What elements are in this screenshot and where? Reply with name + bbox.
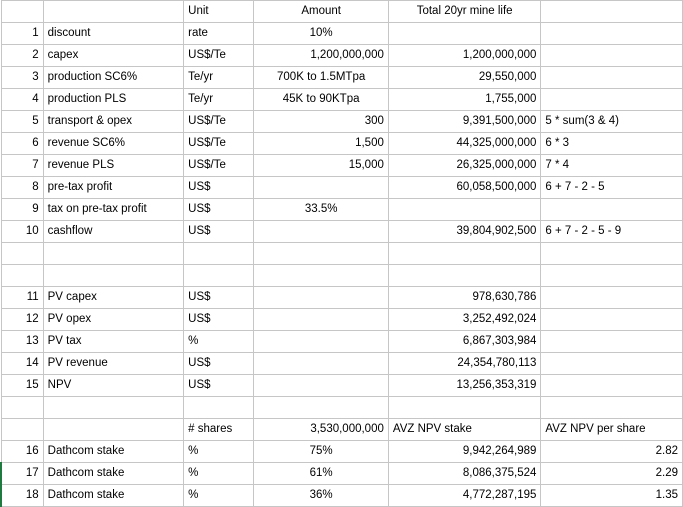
table-row[interactable] (1, 441, 683, 463)
table-row[interactable] (1, 199, 683, 221)
row-unit-cell[interactable]: US$ (184, 353, 254, 375)
row-total-cell[interactable]: 1,755,000 (388, 89, 541, 111)
row-unit-cell[interactable]: US$ (184, 221, 254, 243)
row-unit-cell[interactable]: Te/yr (184, 89, 254, 111)
row-label-cell[interactable]: PV opex (43, 309, 184, 331)
row-note-cell[interactable] (541, 265, 683, 287)
table-row[interactable] (1, 155, 683, 177)
row-number-cell[interactable]: 16 (1, 441, 43, 463)
row-total-cell[interactable]: 26,325,000,000 (388, 155, 541, 177)
spreadsheet-body (1, 1, 683, 507)
row-amount-cell[interactable] (254, 287, 388, 309)
row-total-cell[interactable]: 978,630,786 (388, 287, 541, 309)
row-unit-cell[interactable]: rate (184, 23, 254, 45)
row-unit-cell[interactable]: US$ (184, 177, 254, 199)
table-row[interactable] (1, 111, 683, 133)
row-total-cell[interactable] (388, 397, 541, 419)
row-total-cell[interactable]: 1,200,000,000 (388, 45, 541, 67)
table-row[interactable] (1, 221, 683, 243)
row-amount-cell[interactable] (254, 353, 388, 375)
table-header-row (1, 1, 683, 23)
row-total-cell[interactable]: 24,354,780,113 (388, 353, 541, 375)
row-total-cell[interactable]: 39,804,902,500 (388, 221, 541, 243)
row-unit-cell[interactable]: US$ (184, 375, 254, 397)
row-number-cell[interactable]: 1 (1, 23, 43, 45)
row-unit-cell[interactable]: US$ (184, 309, 254, 331)
row-label-cell[interactable]: production SC6% (43, 67, 184, 89)
row-unit-cell[interactable]: US$ (184, 199, 254, 221)
table-row[interactable] (1, 485, 683, 507)
row-unit-cell[interactable] (184, 265, 254, 287)
table-row[interactable] (1, 45, 683, 67)
row-amount-cell[interactable]: 15,000 (254, 155, 388, 177)
row-amount-cell[interactable] (254, 177, 388, 199)
row-label-cell[interactable]: Dathcom stake (43, 485, 184, 507)
row-amount-cell[interactable] (254, 243, 388, 265)
row-number-cell[interactable]: 11 (1, 287, 43, 309)
table-row[interactable] (1, 463, 683, 485)
row-unit-cell[interactable]: % (184, 331, 254, 353)
row-total-cell[interactable]: 6,867,303,984 (388, 331, 541, 353)
row-total-cell[interactable]: 4,772,287,195 (388, 485, 541, 507)
row-unit-cell[interactable] (184, 243, 254, 265)
row-amount-cell[interactable]: 3,530,000,000 (254, 419, 388, 441)
row-amount-cell[interactable] (254, 265, 388, 287)
row-number-cell[interactable] (1, 419, 43, 441)
row-amount-cell[interactable]: 10% (254, 23, 388, 45)
row-number-cell[interactable]: 6 (1, 133, 43, 155)
row-number-cell[interactable] (1, 265, 43, 287)
row-number-cell[interactable]: 14 (1, 353, 43, 375)
row-note-cell[interactable]: 6 * 3 (541, 133, 683, 155)
row-amount-cell[interactable]: 36% (254, 485, 388, 507)
row-unit-cell[interactable]: US$/Te (184, 133, 254, 155)
row-note-cell[interactable]: 2.29 (541, 463, 683, 485)
table-row[interactable] (1, 309, 683, 331)
row-total-cell[interactable]: 9,942,264,989 (388, 441, 541, 463)
row-note-cell[interactable] (541, 45, 683, 67)
row-amount-cell[interactable] (254, 331, 388, 353)
row-note-cell[interactable] (541, 89, 683, 111)
row-amount-cell[interactable]: 61% (254, 463, 388, 485)
row-label-cell[interactable]: revenue SC6% (43, 133, 184, 155)
row-unit-cell[interactable]: Te/yr (184, 67, 254, 89)
row-note-cell[interactable]: 2.82 (541, 441, 683, 463)
row-total-cell[interactable] (388, 23, 541, 45)
row-label-cell[interactable]: Dathcom stake (43, 441, 184, 463)
row-note-cell[interactable]: 5 * sum(3 & 4) (541, 111, 683, 133)
row-amount-cell[interactable]: 1,200,000,000 (254, 45, 388, 67)
row-label-cell[interactable]: pre-tax profit (43, 177, 184, 199)
row-number-cell[interactable]: 8 (1, 177, 43, 199)
row-number-cell[interactable]: 7 (1, 155, 43, 177)
row-number-cell[interactable] (1, 397, 43, 419)
row-label-cell[interactable]: PV revenue (43, 353, 184, 375)
row-amount-cell[interactable] (254, 375, 388, 397)
table-row[interactable] (1, 89, 683, 111)
row-label-cell[interactable]: PV tax (43, 331, 184, 353)
row-label-cell[interactable]: capex (43, 45, 184, 67)
row-total-cell[interactable]: AVZ NPV stake (388, 419, 541, 441)
row-number-cell[interactable]: 17 (1, 463, 43, 485)
header-label (43, 1, 184, 23)
header-amount: Amount (254, 1, 388, 23)
row-unit-cell[interactable]: US$/Te (184, 155, 254, 177)
row-amount-cell[interactable]: 1,500 (254, 133, 388, 155)
row-unit-cell[interactable]: % (184, 463, 254, 485)
row-total-cell[interactable]: 44,325,000,000 (388, 133, 541, 155)
row-total-cell[interactable]: 9,391,500,000 (388, 111, 541, 133)
row-label-cell[interactable] (43, 397, 184, 419)
row-number-cell[interactable]: 13 (1, 331, 43, 353)
row-number-cell[interactable]: 2 (1, 45, 43, 67)
row-label-cell[interactable]: revenue PLS (43, 155, 184, 177)
row-unit-cell[interactable]: US$/Te (184, 111, 254, 133)
row-label-cell[interactable]: cashflow (43, 221, 184, 243)
row-unit-cell[interactable] (184, 397, 254, 419)
row-note-cell[interactable] (541, 199, 683, 221)
row-amount-cell[interactable]: 700K to 1.5MTpa (254, 67, 388, 89)
row-note-cell[interactable]: 7 * 4 (541, 155, 683, 177)
row-label-cell[interactable] (43, 419, 184, 441)
row-label-cell[interactable] (43, 265, 184, 287)
row-amount-cell[interactable]: 45K to 90KTpa (254, 89, 388, 111)
row-number-cell[interactable]: 18 (1, 485, 43, 507)
row-number-cell[interactable] (1, 243, 43, 265)
row-number-cell[interactable]: 9 (1, 199, 43, 221)
table-row[interactable] (1, 23, 683, 45)
row-label-cell[interactable]: tax on pre-tax profit (43, 199, 184, 221)
row-note-cell[interactable] (541, 243, 683, 265)
row-label-cell[interactable]: Dathcom stake (43, 463, 184, 485)
row-label-cell[interactable]: transport & opex (43, 111, 184, 133)
row-number-cell[interactable]: 3 (1, 67, 43, 89)
row-amount-cell[interactable] (254, 397, 388, 419)
row-amount-cell[interactable]: 33.5% (254, 199, 388, 221)
row-note-cell[interactable]: AVZ NPV per share (541, 419, 683, 441)
row-note-cell[interactable] (541, 287, 683, 309)
header-note (541, 1, 683, 23)
row-number-cell[interactable]: 5 (1, 111, 43, 133)
row-note-cell[interactable] (541, 397, 683, 419)
row-total-cell[interactable] (388, 243, 541, 265)
row-note-cell[interactable] (541, 375, 683, 397)
row-total-cell[interactable] (388, 265, 541, 287)
table-row[interactable] (1, 177, 683, 199)
row-number-cell[interactable]: 12 (1, 309, 43, 331)
row-label-cell[interactable] (43, 243, 184, 265)
table-row[interactable] (1, 353, 683, 375)
row-total-cell[interactable]: 3,252,492,024 (388, 309, 541, 331)
row-note-cell[interactable] (541, 23, 683, 45)
row-number-cell[interactable]: 15 (1, 375, 43, 397)
row-unit-cell[interactable]: US$/Te (184, 45, 254, 67)
row-total-cell[interactable]: 60,058,500,000 (388, 177, 541, 199)
row-amount-cell[interactable] (254, 221, 388, 243)
row-note-cell[interactable] (541, 353, 683, 375)
row-amount-cell[interactable]: 75% (254, 441, 388, 463)
row-label-cell[interactable]: PV capex (43, 287, 184, 309)
table-row[interactable] (1, 397, 683, 419)
row-note-cell[interactable]: 6 + 7 - 2 - 5 (541, 177, 683, 199)
row-amount-cell[interactable] (254, 309, 388, 331)
row-note-cell[interactable] (541, 309, 683, 331)
table-row[interactable] (1, 243, 683, 265)
table-row[interactable] (1, 287, 683, 309)
table-row[interactable] (1, 133, 683, 155)
row-total-cell[interactable]: 13,256,353,319 (388, 375, 541, 397)
row-unit-cell[interactable]: # shares (184, 419, 254, 441)
row-total-cell[interactable] (388, 199, 541, 221)
row-number-cell[interactable]: 10 (1, 221, 43, 243)
row-label-cell[interactable]: production PLS (43, 89, 184, 111)
row-note-cell[interactable]: 1.35 (541, 485, 683, 507)
header-rownum (1, 1, 43, 23)
row-total-cell[interactable]: 29,550,000 (388, 67, 541, 89)
table-row[interactable] (1, 331, 683, 353)
row-unit-cell[interactable]: US$ (184, 287, 254, 309)
row-number-cell[interactable]: 4 (1, 89, 43, 111)
row-unit-cell[interactable]: % (184, 485, 254, 507)
row-label-cell[interactable]: discount (43, 23, 184, 45)
header-unit: Unit (184, 1, 254, 23)
row-unit-cell[interactable]: % (184, 441, 254, 463)
table-row[interactable] (1, 375, 683, 397)
row-note-cell[interactable]: 6 + 7 - 2 - 5 - 9 (541, 221, 683, 243)
row-amount-cell[interactable]: 300 (254, 111, 388, 133)
row-total-cell[interactable]: 8,086,375,524 (388, 463, 541, 485)
table-row[interactable] (1, 419, 683, 441)
table-row[interactable] (1, 67, 683, 89)
table-row[interactable] (1, 265, 683, 287)
row-note-cell[interactable] (541, 331, 683, 353)
row-note-cell[interactable] (541, 67, 683, 89)
row-label-cell[interactable]: NPV (43, 375, 184, 397)
header-total: Total 20yr mine life (388, 1, 541, 23)
